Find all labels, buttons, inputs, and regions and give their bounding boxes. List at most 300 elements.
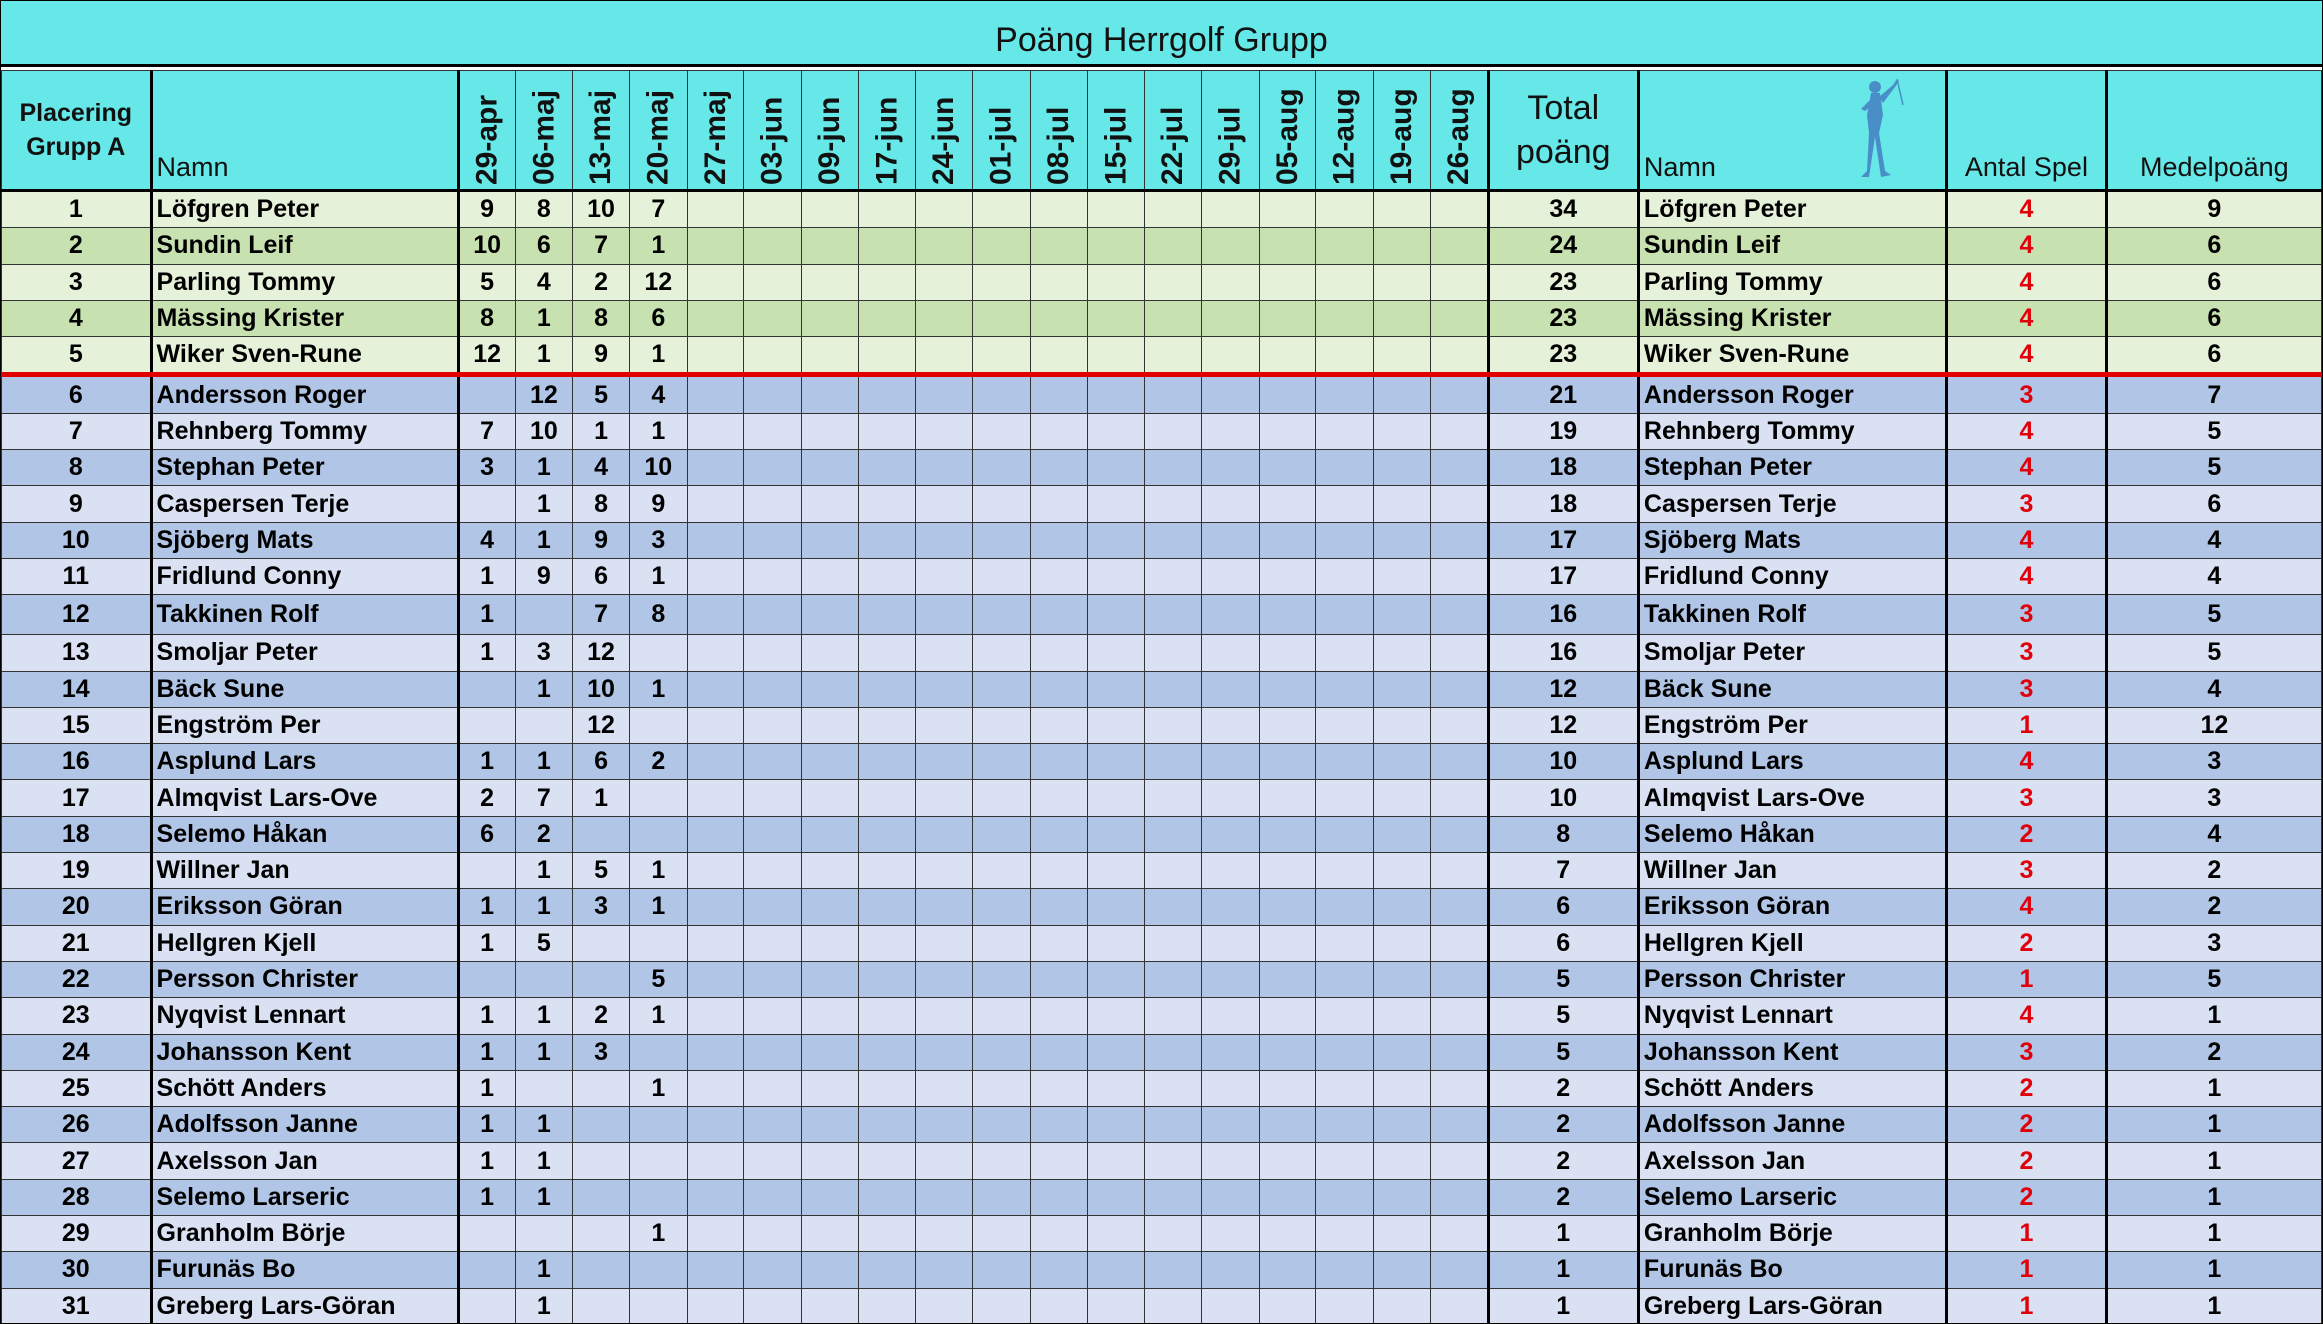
score-cell: 1: [458, 635, 515, 671]
score-cell: [858, 707, 916, 743]
score-cell: [1430, 671, 1488, 707]
name-right-cell: Greberg Lars-Göran: [1638, 1288, 1946, 1324]
score-cell: [1316, 635, 1374, 671]
score-cell: 7: [629, 191, 687, 228]
medelpoang-cell: 5: [2106, 635, 2321, 671]
score-cell: [1374, 300, 1431, 336]
table-row: [2, 486, 2322, 522]
score-cell: [687, 595, 744, 635]
header-row: [2, 71, 2322, 191]
score-cell: 1: [458, 1143, 515, 1179]
score-cell: [1202, 228, 1260, 264]
score-cell: [916, 300, 973, 336]
date-header-05-aug: [1259, 71, 1316, 191]
table-row: [2, 522, 2322, 558]
antal-spel-cell: 4: [1947, 300, 2107, 336]
score-cell: [858, 413, 916, 449]
date-label: 15-jul: [1098, 106, 1132, 185]
score-cell: [973, 961, 1031, 997]
score-cell: 3: [515, 635, 573, 671]
score-cell: [687, 998, 744, 1034]
score-cell: 10: [629, 450, 687, 486]
date-label: 19-aug: [1385, 88, 1419, 185]
score-cell: [1145, 925, 1202, 961]
score-cell: [858, 816, 916, 852]
date-label: 06-maj: [526, 89, 560, 185]
score-cell: [916, 961, 973, 997]
score-cell: [802, 486, 859, 522]
placering-cell: 1: [2, 191, 152, 228]
score-cell: [1087, 998, 1145, 1034]
score-cell: 1: [458, 744, 515, 780]
score-cell: [916, 671, 973, 707]
score-cell: [687, 450, 744, 486]
score-cell: [916, 375, 973, 413]
total-cell: 1: [1488, 1252, 1638, 1288]
score-cell: [916, 1143, 973, 1179]
score-cell: [629, 925, 687, 961]
score-cell: [744, 816, 802, 852]
date-label: 03-jun: [755, 96, 789, 185]
name-cell: Takkinen Rolf: [151, 595, 458, 635]
score-cell: [1374, 780, 1431, 816]
score-cell: [1087, 191, 1145, 228]
score-cell: [458, 1252, 515, 1288]
score-cell: 6: [458, 816, 515, 852]
score-cell: [1430, 375, 1488, 413]
score-cell: 1: [515, 1288, 573, 1324]
name-right-cell: Engström Per: [1638, 707, 1946, 743]
name-cell: Eriksson Göran: [151, 889, 458, 925]
date-label: 17-jun: [870, 96, 904, 185]
table-row: [2, 707, 2322, 743]
score-cell: [744, 337, 802, 375]
score-cell: [1430, 889, 1488, 925]
score-cell: [858, 961, 916, 997]
score-cell: 1: [515, 853, 573, 889]
score-cell: [1374, 1107, 1431, 1143]
total-cell: 23: [1488, 337, 1638, 375]
name-right-cell: Takkinen Rolf: [1638, 595, 1946, 635]
placering-cell: 3: [2, 264, 152, 300]
score-cell: [687, 486, 744, 522]
score-cell: [744, 635, 802, 671]
date-label: 13-maj: [584, 89, 618, 185]
score-cell: [573, 1107, 630, 1143]
score-cell: [858, 228, 916, 264]
placering-cell: 6: [2, 375, 152, 413]
score-cell: 9: [573, 337, 630, 375]
medelpoang-cell: 5: [2106, 595, 2321, 635]
score-cell: [744, 1034, 802, 1070]
score-cell: [744, 1252, 802, 1288]
score-cell: [802, 300, 859, 336]
score-cell: [858, 1034, 916, 1070]
score-cell: [1030, 1070, 1087, 1106]
name-cell: Selemo Larseric: [151, 1179, 458, 1215]
antal-spel-cell: 3: [1947, 375, 2107, 413]
score-cell: [1202, 522, 1260, 558]
score-cell: [973, 595, 1031, 635]
score-cell: [1030, 925, 1087, 961]
placering-cell: 10: [2, 522, 152, 558]
table-row: [2, 925, 2322, 961]
total-cell: 23: [1488, 300, 1638, 336]
total-cell: 2: [1488, 1179, 1638, 1215]
score-cell: [629, 1252, 687, 1288]
score-cell: [1030, 635, 1087, 671]
score-cell: [1087, 375, 1145, 413]
score-cell: [1145, 1216, 1202, 1252]
score-cell: [802, 744, 859, 780]
name-cell: Almqvist Lars-Ove: [151, 780, 458, 816]
score-cell: [1030, 413, 1087, 449]
score-cell: [802, 1179, 859, 1215]
score-cell: 2: [573, 998, 630, 1034]
score-cell: 2: [629, 744, 687, 780]
score-cell: [916, 889, 973, 925]
score-cell: 1: [573, 413, 630, 449]
placering-cell: 15: [2, 707, 152, 743]
placering-cell: 27: [2, 1143, 152, 1179]
name-right-cell: Fridlund Conny: [1638, 558, 1946, 594]
header-namn-right-label: Namn: [1643, 152, 1716, 182]
score-cell: [687, 228, 744, 264]
placering-cell: 12: [2, 595, 152, 635]
score-cell: [1202, 486, 1260, 522]
score-cell: [858, 1107, 916, 1143]
score-cell: [916, 264, 973, 300]
table-row: [2, 264, 2322, 300]
score-cell: 12: [515, 375, 573, 413]
antal-spel-cell: 3: [1947, 853, 2107, 889]
date-label: 24-jun: [927, 96, 961, 185]
name-cell: Smoljar Peter: [151, 635, 458, 671]
score-cell: [1374, 1216, 1431, 1252]
score-cell: 9: [573, 522, 630, 558]
score-cell: [1030, 558, 1087, 594]
score-cell: [1030, 853, 1087, 889]
score-cell: 1: [458, 595, 515, 635]
score-cell: [802, 191, 859, 228]
table-row: [2, 413, 2322, 449]
score-cell: [1430, 264, 1488, 300]
score-cell: [973, 337, 1031, 375]
name-right-cell: Rehnberg Tommy: [1638, 413, 1946, 449]
name-right-cell: Mässing Krister: [1638, 300, 1946, 336]
score-cell: [1087, 413, 1145, 449]
score-cell: [1259, 889, 1316, 925]
date-header-19-aug: [1374, 71, 1431, 191]
score-cell: [973, 191, 1031, 228]
score-cell: [1202, 450, 1260, 486]
medelpoang-cell: 1: [2106, 1179, 2321, 1215]
score-cell: [744, 264, 802, 300]
score-cell: [1202, 1288, 1260, 1324]
score-cell: 1: [629, 671, 687, 707]
score-cell: [858, 925, 916, 961]
score-cell: [802, 413, 859, 449]
date-label: 26-aug: [1441, 88, 1475, 185]
score-cell: 8: [573, 486, 630, 522]
score-cell: 9: [629, 486, 687, 522]
score-cell: 2: [573, 264, 630, 300]
score-cell: [858, 337, 916, 375]
name-cell: Sjöberg Mats: [151, 522, 458, 558]
placering-cell: 29: [2, 1216, 152, 1252]
score-cell: [1030, 300, 1087, 336]
score-cell: [1316, 889, 1374, 925]
score-cell: [973, 998, 1031, 1034]
score-cell: [515, 707, 573, 743]
score-cell: [1430, 337, 1488, 375]
score-cell: [973, 413, 1031, 449]
score-cell: [1430, 998, 1488, 1034]
score-cell: [1087, 816, 1145, 852]
score-cell: [1259, 1179, 1316, 1215]
medelpoang-cell: 12: [2106, 707, 2321, 743]
score-cell: [1030, 961, 1087, 997]
medelpoang-cell: 5: [2106, 450, 2321, 486]
score-cell: 1: [458, 1179, 515, 1215]
score-cell: [744, 522, 802, 558]
score-cell: [1145, 707, 1202, 743]
score-cell: [1087, 522, 1145, 558]
score-cell: [744, 1216, 802, 1252]
score-cell: [973, 450, 1031, 486]
score-cell: [1145, 889, 1202, 925]
score-cell: [573, 925, 630, 961]
score-cell: [1087, 1070, 1145, 1106]
score-cell: [687, 264, 744, 300]
table-row: [2, 744, 2322, 780]
score-cell: [916, 558, 973, 594]
medelpoang-cell: 1: [2106, 1143, 2321, 1179]
total-cell: 6: [1488, 925, 1638, 961]
score-cell: [1087, 558, 1145, 594]
total-cell: 17: [1488, 522, 1638, 558]
score-cell: [1430, 486, 1488, 522]
score-cell: 8: [458, 300, 515, 336]
score-cell: 1: [515, 1179, 573, 1215]
score-cell: [1145, 264, 1202, 300]
score-cell: [1030, 1216, 1087, 1252]
total-cell: 16: [1488, 595, 1638, 635]
date-header-06-maj: [515, 71, 573, 191]
score-cell: [1145, 780, 1202, 816]
score-cell: [744, 1288, 802, 1324]
date-header-12-aug: [1316, 71, 1374, 191]
name-right-cell: Willner Jan: [1638, 853, 1946, 889]
date-label: 12-aug: [1327, 88, 1361, 185]
header-namn: Namn: [151, 71, 458, 191]
name-cell: Bäck Sune: [151, 671, 458, 707]
total-cell: 1: [1488, 1216, 1638, 1252]
standings-table: [1, 70, 2322, 1324]
score-cell: [802, 671, 859, 707]
score-cell: 1: [515, 671, 573, 707]
score-cell: [1316, 1143, 1374, 1179]
table-row: [2, 1034, 2322, 1070]
score-cell: [1374, 558, 1431, 594]
score-cell: [1087, 1288, 1145, 1324]
score-cell: [1430, 1070, 1488, 1106]
score-cell: 10: [573, 671, 630, 707]
score-cell: [1374, 1252, 1431, 1288]
score-cell: [858, 635, 916, 671]
antal-spel-cell: 4: [1947, 264, 2107, 300]
score-cell: [1202, 961, 1260, 997]
score-cell: [1202, 925, 1260, 961]
total-cell: 7: [1488, 853, 1638, 889]
score-cell: 12: [458, 337, 515, 375]
total-cell: 34: [1488, 191, 1638, 228]
medelpoang-cell: 6: [2106, 300, 2321, 336]
score-cell: [1374, 816, 1431, 852]
score-cell: [458, 671, 515, 707]
score-cell: [916, 413, 973, 449]
name-cell: Engström Per: [151, 707, 458, 743]
score-cell: [1316, 925, 1374, 961]
table-row: [2, 1070, 2322, 1106]
score-cell: [1202, 816, 1260, 852]
header-namn-right: [1638, 71, 1946, 191]
score-cell: [1030, 707, 1087, 743]
score-cell: [802, 1288, 859, 1324]
antal-spel-cell: 3: [1947, 486, 2107, 522]
score-cell: [858, 558, 916, 594]
score-cell: [1145, 375, 1202, 413]
score-cell: [1030, 1179, 1087, 1215]
score-cell: [1030, 998, 1087, 1034]
medelpoang-cell: 3: [2106, 780, 2321, 816]
score-cell: [744, 191, 802, 228]
antal-spel-cell: 2: [1947, 816, 2107, 852]
placering-cell: 31: [2, 1288, 152, 1324]
score-cell: [802, 780, 859, 816]
table-row: [2, 375, 2322, 413]
score-cell: [1374, 1070, 1431, 1106]
score-cell: [687, 925, 744, 961]
score-cell: [744, 450, 802, 486]
name-right-cell: Hellgren Kjell: [1638, 925, 1946, 961]
score-cell: [1259, 595, 1316, 635]
score-cell: [916, 522, 973, 558]
score-cell: [1316, 450, 1374, 486]
score-cell: [916, 228, 973, 264]
score-cell: [1374, 486, 1431, 522]
table-row: [2, 450, 2322, 486]
total-cell: 1: [1488, 1288, 1638, 1324]
score-cell: [973, 744, 1031, 780]
score-cell: [1316, 300, 1374, 336]
score-cell: [629, 1179, 687, 1215]
antal-spel-cell: 2: [1947, 1070, 2107, 1106]
score-cell: [858, 1070, 916, 1106]
total-cell: 8: [1488, 816, 1638, 852]
score-cell: [1259, 1143, 1316, 1179]
score-cell: 7: [573, 228, 630, 264]
score-cell: 1: [629, 1216, 687, 1252]
score-cell: [1087, 707, 1145, 743]
name-right-cell: Löfgren Peter: [1638, 191, 1946, 228]
score-cell: [1374, 1034, 1431, 1070]
score-cell: 1: [629, 413, 687, 449]
score-cell: [1030, 191, 1087, 228]
score-cell: [744, 744, 802, 780]
score-cell: [1316, 1216, 1374, 1252]
medelpoang-cell: 6: [2106, 337, 2321, 375]
medelpoang-cell: 2: [2106, 853, 2321, 889]
score-cell: [687, 337, 744, 375]
score-cell: [687, 375, 744, 413]
score-cell: [1316, 375, 1374, 413]
score-cell: [744, 853, 802, 889]
name-right-cell: Sjöberg Mats: [1638, 522, 1946, 558]
medelpoang-cell: 7: [2106, 375, 2321, 413]
score-cell: [1202, 635, 1260, 671]
name-right-cell: Nyqvist Lennart: [1638, 998, 1946, 1034]
score-cell: [1316, 1034, 1374, 1070]
score-cell: [1316, 558, 1374, 594]
score-cell: [802, 998, 859, 1034]
score-cell: 1: [458, 1107, 515, 1143]
score-cell: [1030, 671, 1087, 707]
score-cell: [1316, 816, 1374, 852]
score-cell: [744, 780, 802, 816]
score-cell: [1259, 413, 1316, 449]
antal-spel-cell: 4: [1947, 228, 2107, 264]
name-right-cell: Almqvist Lars-Ove: [1638, 780, 1946, 816]
score-cell: 3: [573, 1034, 630, 1070]
score-cell: [1374, 450, 1431, 486]
score-cell: [458, 375, 515, 413]
score-cell: [1430, 925, 1488, 961]
score-cell: [1145, 744, 1202, 780]
score-cell: [1316, 522, 1374, 558]
score-cell: [973, 1107, 1031, 1143]
antal-spel-cell: 2: [1947, 925, 2107, 961]
score-cell: 1: [515, 450, 573, 486]
table-row: [2, 337, 2322, 375]
score-cell: [973, 816, 1031, 852]
date-header-13-maj: [573, 71, 630, 191]
total-cell: 2: [1488, 1070, 1638, 1106]
score-cell: [1430, 558, 1488, 594]
score-cell: 1: [458, 998, 515, 1034]
medelpoang-cell: 6: [2106, 228, 2321, 264]
medelpoang-cell: 1: [2106, 1252, 2321, 1288]
score-cell: [1259, 558, 1316, 594]
score-cell: [687, 522, 744, 558]
score-cell: [1259, 450, 1316, 486]
date-label: 05-aug: [1270, 88, 1304, 185]
score-cell: [687, 1070, 744, 1106]
score-cell: [858, 595, 916, 635]
score-cell: [1087, 1107, 1145, 1143]
score-cell: [1374, 707, 1431, 743]
medelpoang-cell: 6: [2106, 264, 2321, 300]
table-row: [2, 853, 2322, 889]
total-cell: 5: [1488, 961, 1638, 997]
score-cell: [1259, 337, 1316, 375]
score-cell: [687, 300, 744, 336]
score-cell: [858, 264, 916, 300]
placering-cell: 25: [2, 1070, 152, 1106]
medelpoang-cell: 2: [2106, 1034, 2321, 1070]
score-cell: [744, 413, 802, 449]
score-cell: [1430, 228, 1488, 264]
